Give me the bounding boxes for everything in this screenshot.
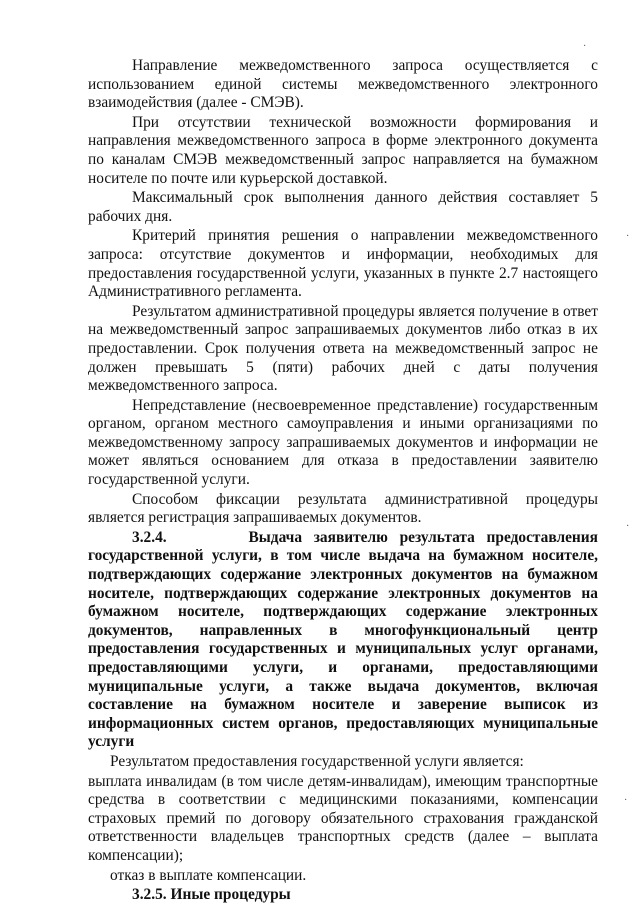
section-heading-3-2-5: 3.2.5. Иные процедуры — [132, 886, 291, 904]
result-item-refusal: отказ в выплате компенсации. — [110, 866, 307, 884]
paragraph: Способом фиксации результата административной процедуры является регистрация запрашиваемых документов. — [88, 490, 598, 527]
paragraph: Направление межведомственного запроса осуществляется с использованием единой системы межведомственного электронного взаимодействия (далее - СМЭВ). — [88, 57, 598, 112]
scan-mark: · — [626, 521, 630, 532]
document-body — [88, 57, 598, 905]
scan-mark: · — [626, 231, 630, 242]
section-heading-3-2-4 — [88, 529, 598, 752]
section-number: 3.2.4. — [132, 528, 167, 546]
section-title: Выдача заявителю результата предоставления государственной услуги, в том числе выдача на бумажном носителе, подтверждающих содержание электронных документов на бумажном носителе, подтверждающих содержание электронных документов на бумажном носителе, подтверждающих содержание электронных документов, направленных в многофункциональный центр предоставления государственных и муниципальных услуг органами, предоставляющими услуги, и органами, предоставляющими муниципальные услуги, а также выдача документов, включая составление на бумажном носителе и заверение выписок из информационных систем органов, предоставляющих муниципальные услуги — [88, 528, 598, 751]
paragraph: Результатом административной процедуры является получение в ответ на межведомственный запрос запрашиваемых документов либо отказ в их предоставлении. Срок получения ответа на межведомственный запрос не должен превышать 5 (пяти) рабочих дней с даты получения межведомственного запроса. — [88, 302, 598, 395]
scan-mark: · — [624, 795, 628, 806]
paragraph: Максимальный срок выполнения данного действия составляет 5 рабочих дня. — [88, 189, 598, 225]
paragraph: Непредставление (несвоевременное представление) государственным органом, органом местного самоуправления и иными организациями по межведомственному запросу запрашиваемых документов и информации не может являться основанием для отказа в предоставлении заявителю государственной услуги. — [88, 396, 598, 489]
result-intro: Результатом предоставления государственной услуги является: — [110, 752, 524, 770]
paragraph: Критерий принятия решения о направлении межведомственного запроса: отсутствие документов и информации, необходимых для предоставления государственной услуги, указанных в пункте 2.7 настоящего Административного регламента. — [88, 227, 598, 301]
result-item-payment: выплата инвалидам (в том числе детям-инвалидам), имеющим транспортные средства в соответствии с медицинскими показаниями, компенсации страховых премий по договору обязательного страхования гражданской ответственности владельцев транспортных средств (далее – выплата компенсации); — [88, 772, 598, 864]
scan-mark: · — [583, 41, 587, 52]
paragraph: При отсутствии технической возможности формирования и направления межведомственного запроса в форме электронного документа по каналам СМЭВ межведомственный запрос направляется на бумажном носителе по почте или курьерской доставкой. — [88, 113, 598, 187]
